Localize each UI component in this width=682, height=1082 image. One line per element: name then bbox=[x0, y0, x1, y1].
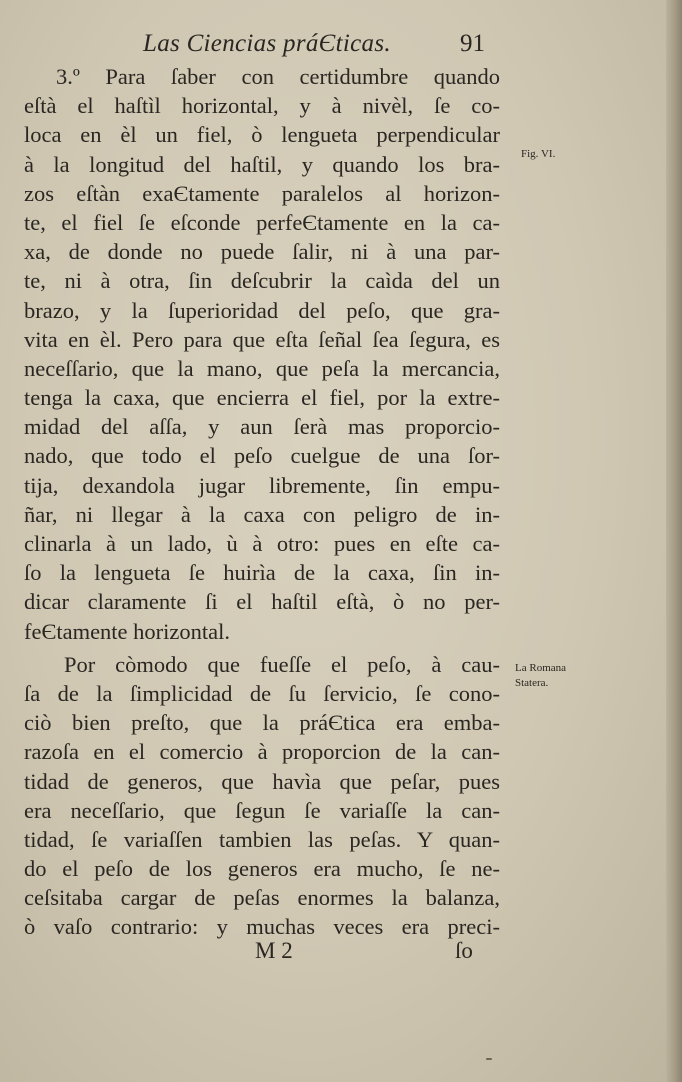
catchword: ſo bbox=[455, 938, 473, 963]
text-line: xa, de donde no puede ſalir, ni à una par- bbox=[24, 239, 500, 265]
page-footer bbox=[0, 938, 682, 968]
text-line: midad del aſſa, y aun ſerà mas proporcio- bbox=[24, 414, 500, 440]
text-line: à la longitud del haſtil, y quando los bra- bbox=[24, 151, 500, 177]
paragraph-1 bbox=[24, 62, 500, 646]
margin-note-romana bbox=[515, 661, 566, 691]
text-line: tidad de generos, que havìa que peſar, pues bbox=[24, 768, 500, 794]
text-line: Por còmodo que fueſſe el peſo, à cau- bbox=[64, 651, 500, 677]
text-line: vita en èl. Pero para que eſta ſeñal ſea ſegura, es bbox=[24, 326, 500, 352]
paragraph-2 bbox=[24, 650, 500, 942]
text-line: te, ni à otra, ſin deſcubrir la caìda del un bbox=[24, 268, 500, 294]
text-line: tenga la caxa, que encierra el fiel, por la extre- bbox=[24, 385, 500, 411]
text-line: ciò bien preſto, que la práЄtica era emba- bbox=[24, 710, 500, 736]
page-gutter bbox=[666, 0, 682, 1082]
margin-note-figure: Fig. VI. bbox=[521, 148, 556, 160]
text-line: ò vaſo contrario: y muchas veces era preci- bbox=[24, 914, 500, 940]
page-header bbox=[0, 30, 682, 66]
margin-note-statera-line: Statera. bbox=[515, 677, 549, 689]
text-line: ſa de la ſimplicidad de ſu ſervicio, ſe cono- bbox=[24, 680, 500, 706]
signature-mark: M 2 bbox=[255, 938, 293, 963]
text-line: brazo, y la ſuperioridad del peſo, que gra- bbox=[24, 297, 500, 323]
text-line: era neceſſario, que ſegun ſe variaſſe la can- bbox=[24, 797, 500, 823]
running-title: Las Ciencias práЄticas. bbox=[143, 30, 391, 57]
text-line: do el peſo de los generos era mucho, ſe ne- bbox=[24, 856, 500, 882]
text-line: ñar, ni llegar à la caxa con peligro de in- bbox=[24, 501, 500, 527]
text-line: clinarla à un lado, ù à otro: pues en eſte ca- bbox=[24, 531, 500, 556]
text-line: loca en èl un fiel, ò lengueta perpendicular bbox=[24, 122, 500, 148]
text-line: 3.º Para ſaber con certidumbre quando bbox=[56, 64, 500, 89]
text-line: zos eſtàn exaЄtamente paralelos al horizon- bbox=[24, 180, 500, 206]
text-line: ceſsitaba cargar de peſas enormes la balanza, bbox=[24, 885, 500, 911]
text-line: dicar claramente ſi el haſtil eſtà, ò no per- bbox=[24, 589, 500, 615]
text-line: eſtà el haſtìl horizontal, y à nivèl, ſe co- bbox=[24, 93, 500, 119]
page-number: 91 bbox=[460, 30, 485, 57]
text-line: tija, dexandola jugar libremente, ſin empu- bbox=[24, 472, 500, 498]
text-line: feЄtamente horizontal. bbox=[24, 618, 231, 644]
text-line: nado, que todo el peſo cuelgue de una ſor- bbox=[24, 443, 500, 469]
text-line: razoſa en el comercio à proporcion de la can- bbox=[24, 739, 500, 765]
text-line: tidad, ſe variaſſen tambien las peſas. Y quan- bbox=[24, 826, 500, 852]
text-line: te, el fiel ſe eſconde perfeЄtamente en la ca- bbox=[24, 209, 500, 235]
text-line: ſo la lengueta ſe huirìa de la caxa, ſin in- bbox=[24, 560, 500, 586]
text-line: neceſſario, que la mano, que peſa la mercancia, bbox=[24, 355, 500, 381]
body-text bbox=[24, 62, 500, 942]
paper-speck bbox=[486, 1058, 492, 1060]
margin-note-romana-line: La Romana bbox=[515, 662, 567, 674]
